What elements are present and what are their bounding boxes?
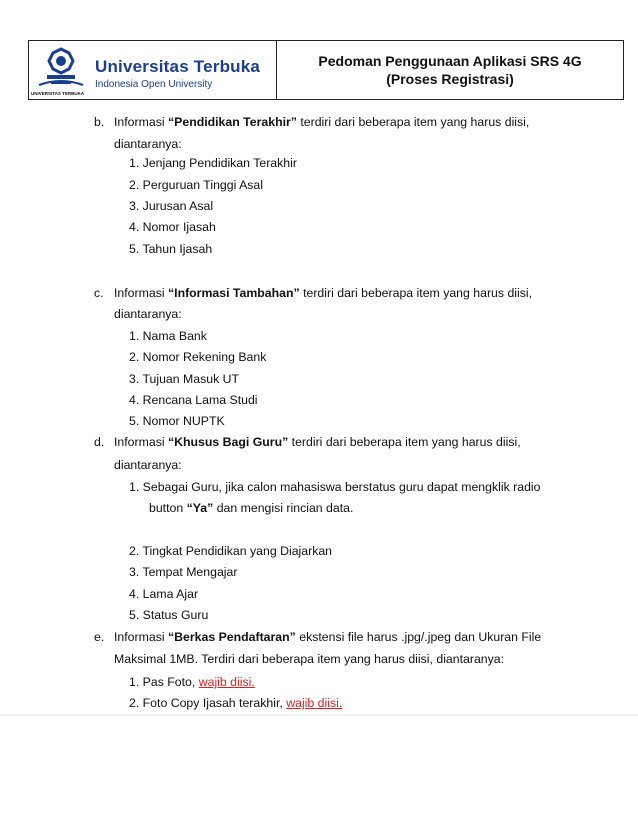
section-d-intro <box>114 435 521 449</box>
list-item: 5. Nomor NUPTK <box>129 414 225 428</box>
section-c-intro <box>114 286 532 300</box>
section-d-prefix: d. <box>94 435 105 449</box>
section-d-intro-cont: diantaranya: <box>114 458 182 472</box>
list-item: 5. Status Guru <box>129 608 209 622</box>
page-divider <box>0 714 638 716</box>
section-b-name: “Pendidikan Terakhir” <box>168 115 297 129</box>
intro-text: Informasi <box>114 286 168 300</box>
list-item: 3. Tujuan Masuk UT <box>129 372 240 386</box>
list-item: 3. Jurusan Asal <box>129 199 214 213</box>
intro-text: ekstensi file harus .jpg/.jpeg dan Ukuran File <box>295 630 542 644</box>
section-b-intro <box>114 115 529 129</box>
section-d-name: “Khusus Bagi Guru” <box>168 435 289 449</box>
logo-subtitle: Indonesia Open University <box>95 79 213 90</box>
list-item: 3. Tempat Mengajar <box>129 565 238 579</box>
section-c-intro-cont: diantaranya: <box>114 307 182 321</box>
item-text: 1. Pas Foto, <box>129 675 199 689</box>
intro-text: terdiri dari beberapa item yang harus diisi, <box>296 115 530 129</box>
list-item: 4. Rencana Lama Studi <box>129 393 258 407</box>
logo-small-caption: UNIVERSITAS TERBUKA <box>31 91 85 96</box>
item-text: button <box>149 501 187 515</box>
list-item: 2. Tingkat Pendidikan yang Diajarkan <box>129 544 333 558</box>
list-item: 2. Nomor Rekening Bank <box>129 350 267 364</box>
section-c-name: “Informasi Tambahan” <box>168 286 300 300</box>
list-item <box>129 675 255 689</box>
section-b-prefix: b. <box>94 115 105 129</box>
list-item-continuation <box>149 501 353 515</box>
section-b-intro-cont: diantaranya: <box>114 137 182 151</box>
logo-block <box>29 41 277 99</box>
list-item: 4. Nomor Ijasah <box>129 220 216 234</box>
intro-text: Informasi <box>114 630 168 644</box>
required-note: wajib diisi. <box>198 675 255 689</box>
intro-text: Informasi <box>114 115 168 129</box>
list-item: 1. Nama Bank <box>129 329 207 343</box>
item-text: 2. Foto Copy Ijasah terakhir, <box>129 696 287 710</box>
university-emblem-icon <box>33 47 89 93</box>
section-e-intro-cont: Maksimal 1MB. Terdiri dari beberapa item yang harus diisi, diantaranya: <box>114 652 505 666</box>
section-c-prefix: c. <box>94 286 104 300</box>
document-title <box>277 41 623 99</box>
logo-name: Universitas Terbuka <box>95 57 261 76</box>
list-item: 4. Lama Ajar <box>129 587 199 601</box>
list-item: 5. Tahun Ijasah <box>129 242 213 256</box>
radio-value-ya: “Ya” <box>186 501 214 515</box>
intro-text: Informasi <box>114 435 168 449</box>
list-item <box>129 696 342 710</box>
section-e-prefix: e. <box>94 630 105 644</box>
item-text: dan mengisi rincian data. <box>213 501 354 515</box>
intro-text: terdiri dari beberapa item yang harus diisi, <box>299 286 533 300</box>
list-item: 1. Sebagai Guru, jika calon mahasiswa berstatus guru dapat mengklik radio <box>129 480 541 494</box>
section-e-name: “Berkas Pendaftaran” <box>168 630 296 644</box>
title-line-1: Pedoman Penggunaan Aplikasi SRS 4G <box>318 53 582 69</box>
required-note: wajib diisi. <box>286 696 343 710</box>
list-item: 2. Perguruan Tinggi Asal <box>129 178 263 192</box>
list-item: 1. Jenjang Pendidikan Terakhir <box>129 156 297 170</box>
title-line-2: (Proses Registrasi) <box>386 71 514 87</box>
intro-text: terdiri dari beberapa item yang harus diisi, <box>288 435 521 449</box>
document-header <box>28 40 624 100</box>
section-e-intro <box>114 630 541 644</box>
